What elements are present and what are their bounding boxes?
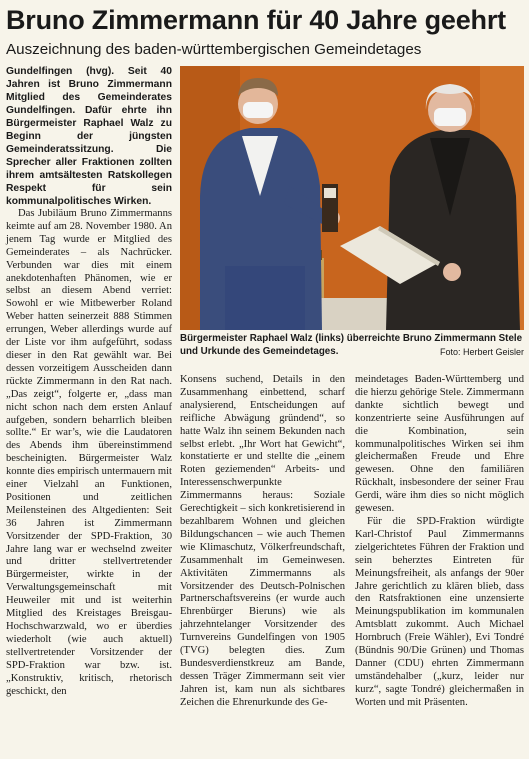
article-subheadline: Auszeichnung des baden-württembergischen Gemeindetages bbox=[6, 41, 422, 58]
article-column-1 bbox=[6, 65, 172, 698]
article-lead: Gundelfingen (hvg). Seit 40 Jahren ist Bruno Zimmermann Mitglied des Gemeinderates Gundelfingen. Dafür ehrte ihn Bürgermeister Raphael Walz zu Beginn der jüngsten Gemeinderatssitzung. Die Sprecher aller Fraktionen zollten ihrem amtsältesten Ratskollegen Respekt für sein kommunalpolitisches Wirken. bbox=[6, 66, 172, 207]
article-headline: Bruno Zimmermann für 40 Jahre geehrt bbox=[6, 5, 506, 35]
article-body-paragraph: Konsens suchend, Details in den Zusammenhang einbettend, scharf analysierend, Entscheidungen auf reifliche Abwägung gründend“, so hatte Walz ihn seinem Bekunden nach selbst erlebt. „Ihr Wort hat Gewicht“, konstatierte er und stellte die „einem Roten geziemenden“ Arbeits- und Interessenschwerpunkte Zimmermanns heraus: Soziale Gerechtigkeit – sich konkretisierend in bezahlbarem Wohnen und gleichen Bildungschancen – wie auch Themen wie Klimaschutz, Völkerfreundschaft, Zusammenhalt im Gemeinwesen. Aktivitäten Zimmermanns als Vorsitzender des Deutsch-Polnischen Partnerschaftsvereins (er wurde auch Ehrenbürger Bieruns) wie als jahrzehntelanger Vorsitzender des Turnvereins Gundelfingen von 1905 (TVG) belegten dies. Zum Bundesverdienstkreuz am Bande, dessen Träger Zimmermann seit vier Jahren ist, kam nun als sichtbares Zeichen die Ehrenurkunde des Ge- bbox=[180, 374, 345, 708]
article-body-paragraph: Für die SPD-Fraktion würdigte Karl-Christof Paul Zimmermanns zielgerichtetes Führen der Fraktion und sein beherztes Eintreten für Meinungsfreiheit, als anfangs der 90er Jahre gerichtlich zu klären blieb, dass den Ratsfraktionen eine unzensierte Meinungspublikation im kommunalen Amtsblatt zukommt. Auch Michael Hornbruch (Freie Wähler), Evi Tondré (Bündnis 90/Die Grünen) und Thomas Danner (CDU) ehrten Zimmermann umständehalber („kurz, leider nur kurz“, sagte Tondré) gleichermaßen in Worten und mit Präsenten. bbox=[355, 515, 524, 708]
photo-credit: Foto: Herbert Geisler bbox=[439, 346, 524, 357]
article-column-3 bbox=[355, 374, 524, 710]
photo-caption-block bbox=[180, 333, 524, 358]
article-body-paragraph: meindetages Baden-Württemberg und die hierzu gehörige Stele. Zimmermann dankte sichtlich bewegt und konzentrierte seine Ausführungen auf die Kombination, sein kommunalpolitisches Wirken sei ihm gleichermaßen Freude und Ehre gewesen. Ohne den familiären Rückhalt, insbesondere der seiner Frau Gerdi, wäre ihm dies so nicht möglich gewesen. bbox=[355, 374, 524, 515]
photo-caption: Bürgermeister Raphael Walz (links) überreichte Bruno Zimmermann Stele und Urkunde des Gemeindetages. bbox=[180, 333, 523, 357]
article-column-2 bbox=[180, 374, 345, 710]
photo-illustration bbox=[180, 66, 524, 330]
article-photo bbox=[180, 66, 524, 330]
article-body-paragraph: Das Jubiläum Bruno Zimmermanns keimte auf am 28. November 1980. An jenem Tag wurde er Mitglied des Gemeinderates – als Nachrücker. Verbunden war dies mit einem anekdotenhaften Phänomen, wie er selbst an diesem Abend verriet: Sowohl er wie Mitbewerber Roland Weber hatten seinerzeit 888 Stimmen errungen, Weber allerdings wurde auf der Liste vor ihm aufgeführt, sodass dieser in den Rat gewählt war. Bei dessen vorzeitigem Ausscheiden dann rückte Zimmermann in den Rat nach. „Das zeigt“, folgerte er, „dass man nicht schon nach dem ersten Anlauf aufgeben, sondern beharrlich bleiben sollte.“ Er war’s, wie die Laudatoren des Abends ihm übereinstimmend bescheinigten. Bürgermeister Walz konnte dies empirisch untermauern mit einer Vielzahl an Funktionen, Positionen und zeitlichen Meilensteinen des Altgedienten: Seit 36 Jahren ist Zimmermann Vorsitzender der SPD-Fraktion, 30 Jahre lang war er wechselnd zweiter und dritter stellvertretender Bürgermeister, wirkte in der Verwaltungsgemeinschaft mit Heuweiler mit und ist weiterhin Mitglied des Kreistages Breisgau-Hochschwarzwald, wo er überdies wiederholt (wie auch aktuell) stellvertretender Vorsitzender der SPD-Fraktion war bzw. ist. „Konstruktiv, kritisch, rhetorisch geschickt, den bbox=[6, 208, 172, 697]
